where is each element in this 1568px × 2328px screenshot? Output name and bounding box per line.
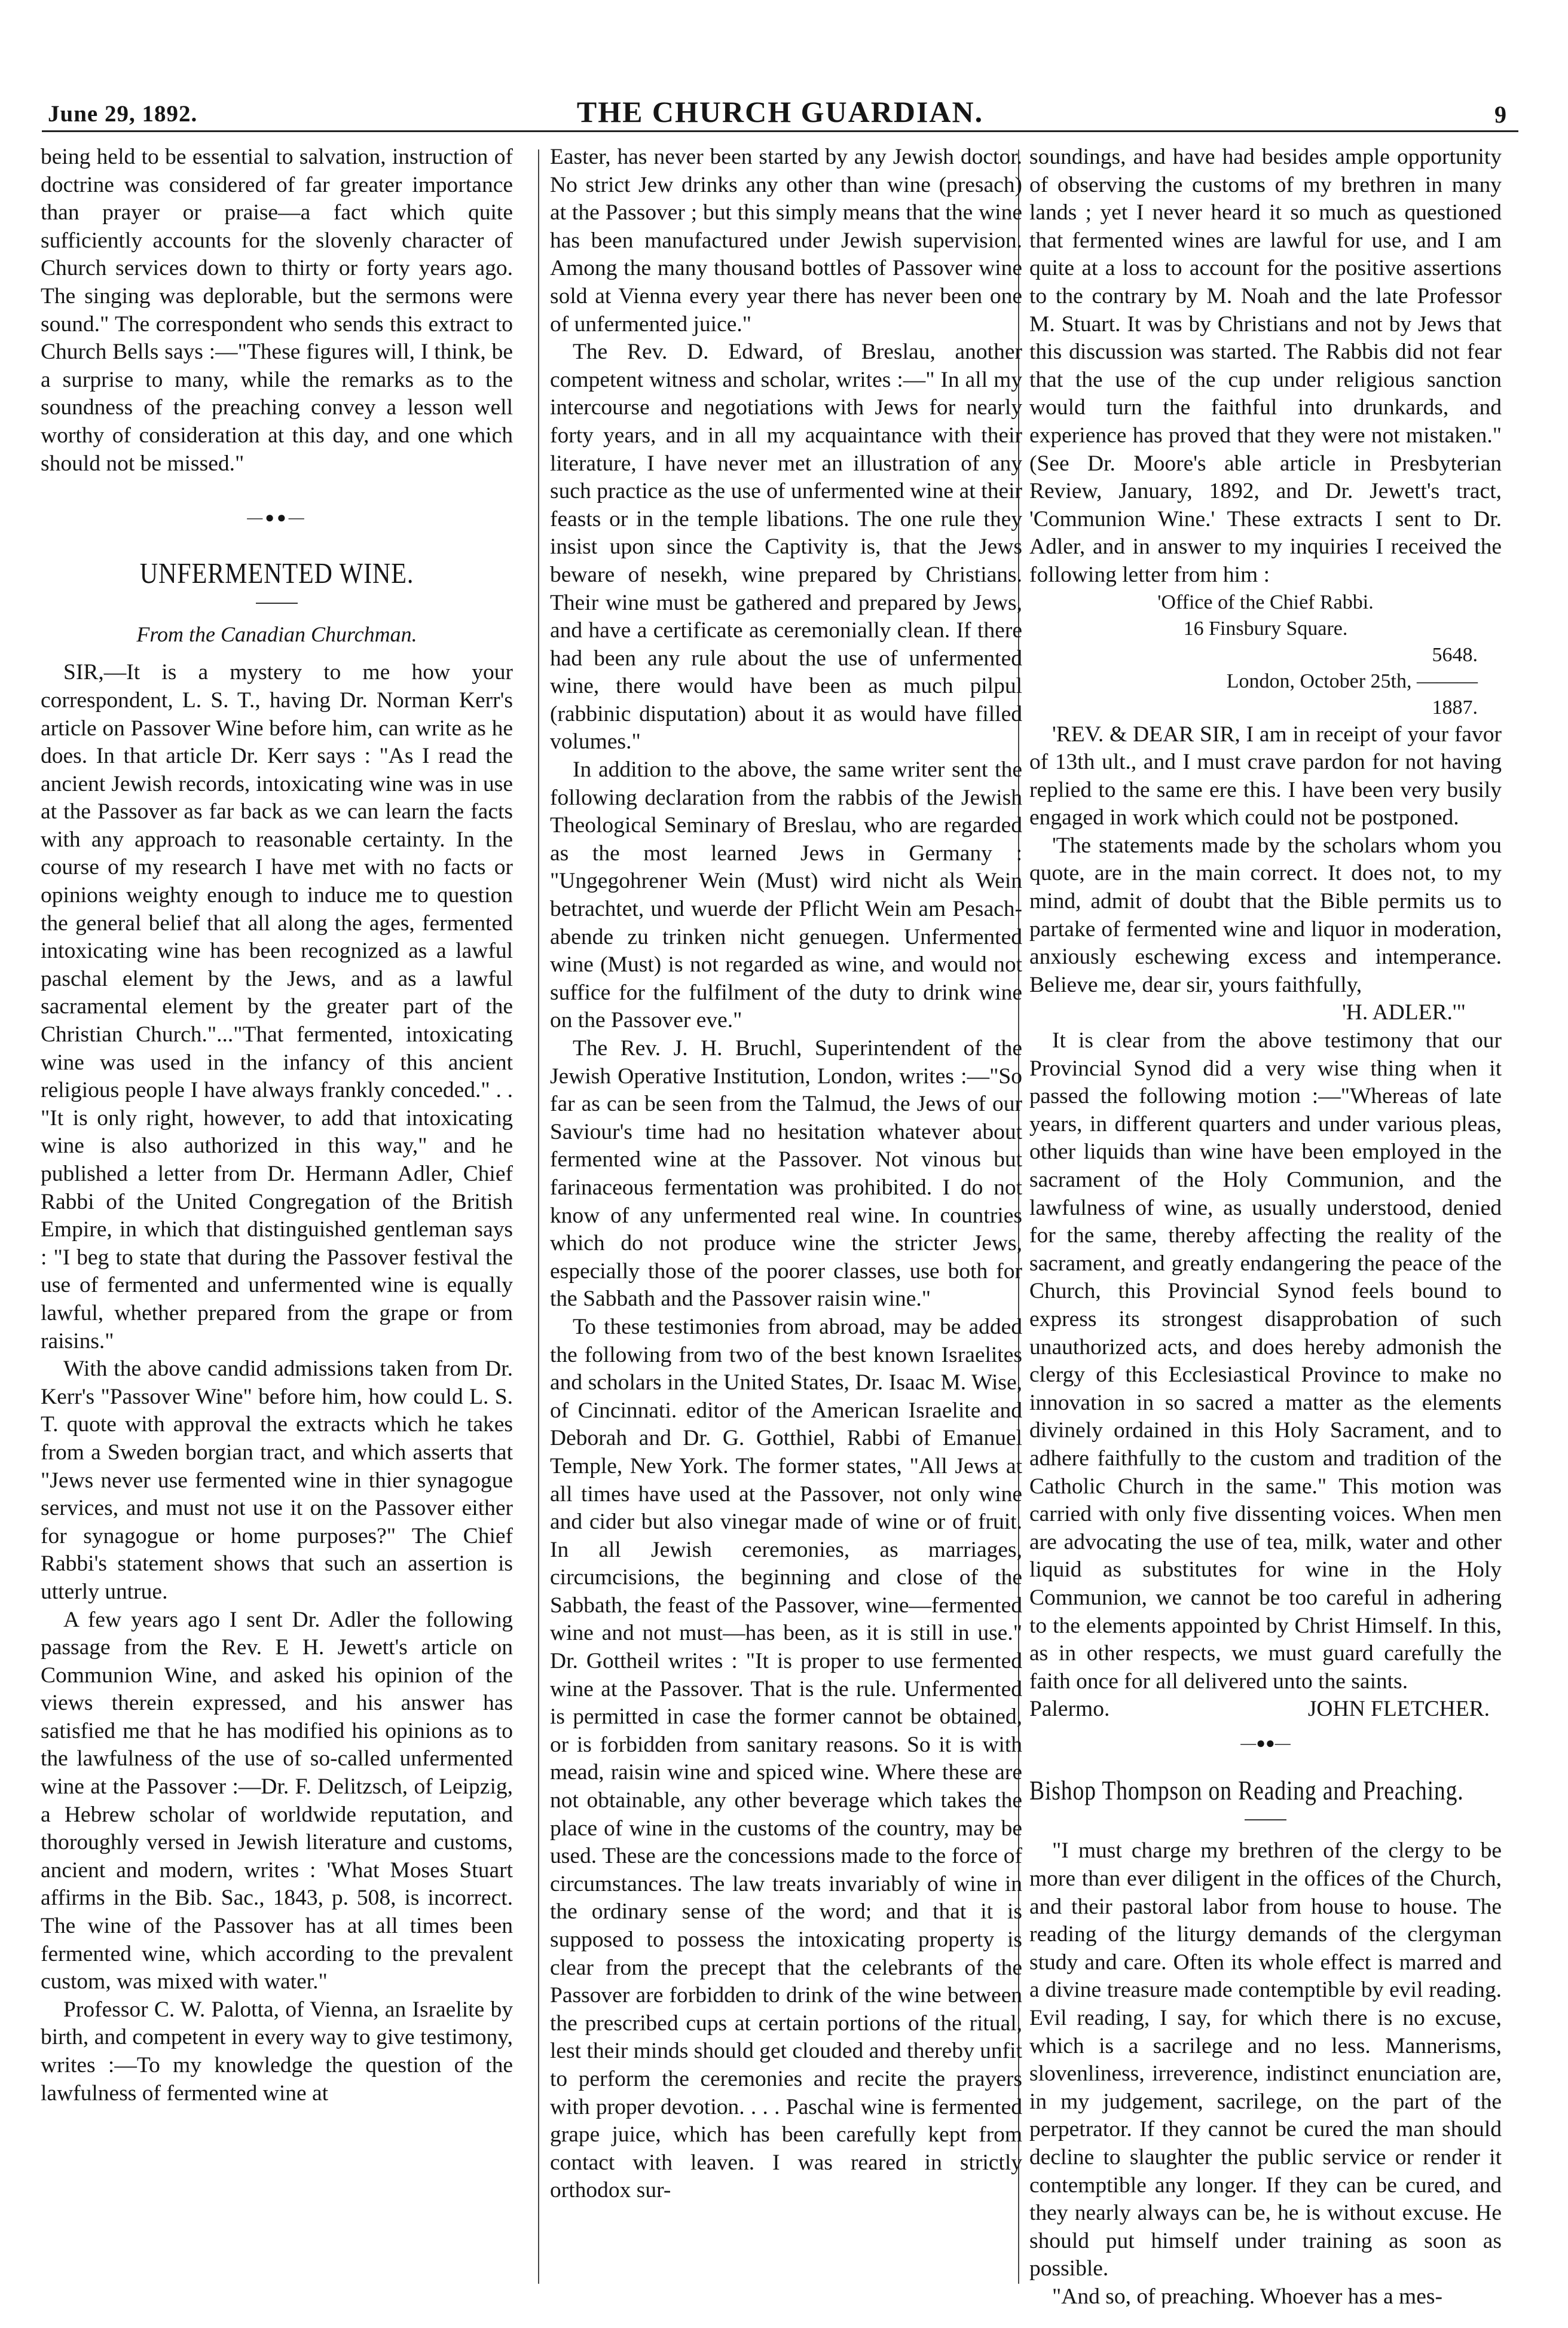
paragraph: Professor C. W. Palotta, of Vienna, an Israelite by birth, and competent in every way to give testimony, writes :—To my knowledge the question of the lawfulness of fermented wine at [41,1997,513,2106]
heading-rule [1245,1819,1286,1820]
article-source: From the Canadian Churchman. [136,622,417,646]
page-header [42,11,1518,129]
signature-author: JOHN FLETCHER. [1307,1697,1490,1722]
paragraph: A few years ago I sent Dr. Adler the following passage from the Rev. E H. Jewett's article on Communion Wine, and asked his opinion of the views therein expressed, and his answer has satisfied me that he has modified his opinions as to the lawfulness of the use of so-called unfermented wine at the Passover :—Dr. F. Delitzsch, of Leipzig, a Hebrew scholar of worldwide reputation, and thoroughly versed in Jewish literature and customs, ancient and modern, writes : 'What Moses Stuart affirms in the Bib. Sac., 1843, p. 508, is incorrect. The wine of the Passover has at all times been fermented wine, which according to the prevalent custom, was mixed with water." [41,1607,513,1994]
letter-heading [1029,589,1502,721]
paragraph: In addition to the above, the same writer sent the following declaration from the rabbis of the Jewish Theological Seminary of Breslau, who are regarded as the most learned Jews in Germany : "Ungegohrener Wein (Must) wird nicht als Wein betrachtet, und wuerde der Pflicht Wein am Pesach-abende zu trinken nicht genuegen. Unfermented wine (Must) is not regarded as wine, and would not suffice for the fulfilment of the duty to drink wine on the Passover eve." [550,757,1022,1033]
article-heading: Bishop Thompson on Reading and Preaching. [1029,1775,1464,1806]
paragraph: soundings, and have had besides ample opportunity of observing the customs of my brethren in many lands ; yet I never heard it so much as questioned that fermented wines are lawful for use, and I am quite at a loss to account for the positive assertions to the contrary by M. Noah and the late Professor M. Stuart. It was by Christians and not by Jews that this discussion was started. The Rabbis did not fear that the use of the cup under religious sanction would turn the faithful into drunkards, and experience has proved that they were not mistaken." (See Dr. Moore's able article in Presbyterian Review, January, 1892, and Dr. Jewett's tract, 'Communion Wine.' These extracts I sent to Dr. Adler, and in answer to my inquiries I received the following letter from him : [1029,145,1502,587]
issue-date: June 29, 1892. [48,101,198,127]
page-number: 9 [1494,101,1506,128]
paragraph: It is clear from the above testimony that our Provincial Synod did a very wise thing when it passed the following motion :—"Whereas of late years, in different quarters and under various pleas, other liquids than wine have been employed in the sacrament of the Holy Communion, and the lawfulness of wine, as usually understood, denied for the same, thereby affecting the reality of the sacrament, and greatly endangering the peace of the Church, this Provincial Synod feels bound to express its strongest disapprobation of such unauthorized acts, and does hereby admonish the clergy of this Ecclesiastical Province to make no innovation in so sacred a matter as the elements divinely ordained in this Holy Sacrament, and to adhere faithfully to the custom and tradition of the Catholic Church in the same." This motion was carried with only five dissenting voices. When men are advocating the use of tea, milk, water and other liquid as substitutes for wine in the Holy Communion, we cannot be too careful in adhering to the elements appointed by Christ Himself. In this, as in other respects, we must guard carefully the faith once for all delivered unto the saints. [1029,1028,1502,1694]
header-rule [42,130,1518,132]
section-ornament: —●●— [247,509,307,527]
masthead-title: THE CHURCH GUARDIAN. [576,95,984,129]
letter-date: London, October 25th, ——— [1226,670,1478,692]
heading-rule [256,603,298,604]
letter-address: 16 Finsbury Square. [1183,617,1348,640]
signature-place: Palermo. [1029,1697,1110,1722]
paragraph: SIR,—It is a mystery to me how your correspondent, L. S. T., having Dr. Norman Kerr's article on Passover Wine before him, can write as he does. In that article Dr. Kerr says : "As I read the ancient Jewish records, intoxicating wine was in use at the Passover as far back as we can learn the facts with any approach to reasonable certainty. In the course of my research I have met with no facts or opinions weighty enough to induce me to question the general belief that all along the ages, fermented intoxicating wine has been recognized as a lawful paschal element by the Jews, and as a lawful sacramental element by the greater part of the Christian Church."..."That fermented, intoxicating wine was used in the infancy of this ancient religious people I have always frankly conceded." . . "It is only right, however, to add that intoxicating wine is also authorized in this way," and he published a letter from Dr. Hermann Adler, Chief Rabbi of the United Congregation of the British Empire, in which that distinguished gentleman says : "I beg to state that during the Passover festival the use of fermented and unfermented wine is equally lawful, whether prepared from the grape or from raisins." [41,660,513,1354]
section-ornament: —●●— [1240,1734,1291,1752]
letter-date: 5648. [1432,643,1478,666]
column-2 [550,143,1022,2308]
paragraph: The Rev. D. Edward, of Breslau, another competent witness and scholar, writes :—" In all my intercourse and negotiations with Jews for nearly forty years, and in all my acquaintance with their literature, I have never met an illustration of any such practice as the use of unfermented wine at their feasts or in the temple libations. The one rule they insist upon since the Captivity is, that the Jews beware of nesekh, wine prepared by Christians. Their wine must be gathered and prepared by Jews, and have a certificate as ceremonially clean. If there had been any rule about the use of unfermented wine, there would have been as much pilpul (rabbinic disputation) about it as would have filled volumes." [550,340,1022,754]
letter-date: 1887. [1432,696,1478,719]
letter-address: 'Office of the Chief Rabbi. [1157,591,1374,613]
paragraph: To these testimonies from abroad, may be added the following from two of the best known Israelites and scholars in the United States, Dr. Isaac M. Wise, of Cincinnati. editor of the American Israelite and Deborah and Dr. G. Gotthiel, Rabbi of Emanuel Temple, New York. The former states, "All Jews at all times have used at the Passover, not only wine and cider but also vinegar made of wine or of fruit. In all Jewish ceremonies, as marriages, circumcisions, the beginning and close of the Sabbath, the feast of the Passover, wine—fermented wine and not must—has been, as it is still in use." Dr. Gottheil writes : "It is proper to use fermented wine at the Passover. That is the rule. Unfermented is permitted in case the former cannot be obtained, or is forbidden from sanitary reasons. So it is with mead, raisin wine and spiced wine. Where these are not obtainable, any other beverage which takes the place of wine in the customs of the country, may be used. These are the concessions made to the force of circumstances. The law treats invariably of wine in the ordinary sense of the word; and that it is supposed to possess the intoxicating property is clear from the precept that the celebrants of the Passover are forbidden to drink of the wine between the prescribed cups at certain portions of the ritual, lest their minds should get clouded and thereby unfit to perform the ceremonies and recite the prayers with proper devotion. . . . Paschal wine is fermented grape juice, which has been carefully kept from contact with leaven. I was reared in strictly orthodox sur- [550,1314,1022,2203]
signature-line [1029,1695,1502,1724]
paragraph: With the above candid admissions taken from Dr. Kerr's "Passover Wine" before him, how could L. S. T. quote with approval the extracts which he takes from a Sweden borgian tract, and which asserts that "Jews never use fermented wine in thier synagogue services, and must not use it on the Passover either for synagogue or home purposes?" The Chief Rabbi's statement shows that such an assertion is utterly untrue. [41,1357,513,1604]
column-1 [41,143,513,2308]
paragraph: "And so, of preaching. Whoever has a mes- [1052,2284,1442,2308]
letter-signature: 'H. ADLER.'" [1342,1000,1466,1025]
paragraph: 'REV. & DEAR SIR, I am in receipt of your favor of 13th ult., and I must crave pardon for not having replied to the same ere this. I have been very busily engaged in work which could not be postponed. [1029,722,1502,830]
paragraph: "I must charge my brethren of the clergy to be more than ever diligent in the offices of the Church, and their pastoral labor from house to house. The reading of the liturgy demands of the clergyman study and care. Often its whole effect is marred and a divine treasure made contemptible by evil reading. Evil reading, I say, for which there is no excuse, which is a sacrilege and no less. Mannerisms, slovenliness, irreverence, indistinct enunciation are, in my judgement, sacrilege, on the part of the perpetrator. If they cannot be cured the man should decline to slaughter the public service or render it contemptible any longer. If they can be cured, and they nearly always can be, he is without excuse. He should put himself under training as soon as possible. [1029,1838,1502,2281]
article-heading: UNFERMENTED WINE. [139,556,414,589]
paragraph: 'The statements made by the scholars whom you quote, are in the main correct. It does not, to my mind, admit of doubt that the Bible permits us to partake of fermented wine and liquor in moderation, anxiously eschewing excess and intemperance. Believe me, dear sir, yours faithfully, [1029,833,1502,997]
column-3 [1029,143,1502,2308]
column-divider [538,149,539,2284]
paragraph: being held to be essential to salvation, instruction of doctrine was considered of far greater importance than prayer or praise—a fact which quite sufficiently accounts for the slovenly character of Church services down to thirty or forty years ago. The singing was deplorable, but the sermons were sound." The correspondent who sends this extract to Church Bells says :—"These figures will, I think, be a surprise to many, while the remarks as to the soundness of the preaching convey a lesson well worthy of consideration at this day, and one which should not be missed." [41,145,513,476]
paragraph: The Rev. J. H. Bruchl, Superintendent of the Jewish Operative Institution, London, writes :—"So far as can be seen from the Talmud, the Jews of our Saviour's time had no hesitation whatever about fermented wine at the Passover. Not vinous but farinaceous fermentation was prohibited. I do not know of any unfermented real wine. In countries which do not produce wine the stricter Jews, especially those of the poorer classes, use both for the Sabbath and the Passover raisin wine." [550,1036,1022,1312]
paragraph: Easter, has never been started by any Jewish doctor. No strict Jew drinks any other than wine (presach) at the Passover ; but this simply means that the wine has been manufactured under Jewish supervision. Among the many thousand bottles of Passover wine sold at Vienna every year there has never been one of unfermented juice." [550,145,1022,337]
